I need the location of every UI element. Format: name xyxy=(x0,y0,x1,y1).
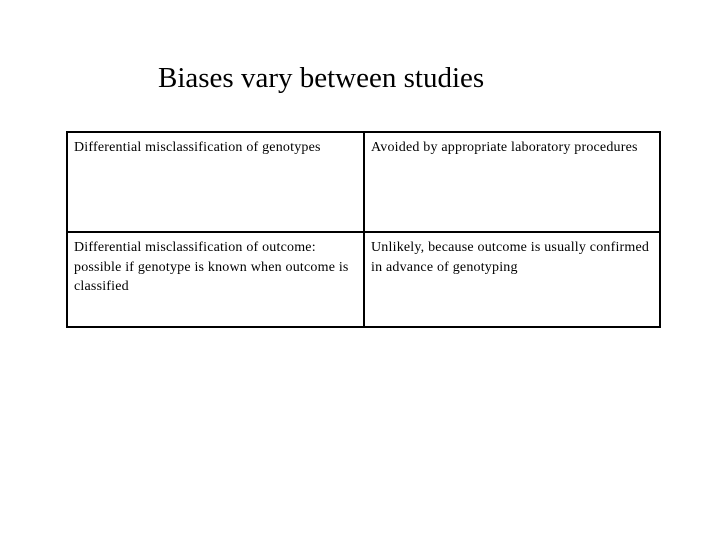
slide-title: Biases vary between studies xyxy=(158,62,485,94)
bias-table xyxy=(66,131,661,328)
table-row xyxy=(67,232,660,327)
bias-response-cell: Avoided by appropriate laboratory procedures xyxy=(364,132,660,232)
bias-issue-cell: Differential misclassification of outcome: possible if genotype is known when outcome is classified xyxy=(67,232,364,327)
bias-issue-cell: Differential misclassification of genotypes xyxy=(67,132,364,232)
table-row xyxy=(67,132,660,232)
bias-response-cell: Unlikely, because outcome is usually confirmed in advance of genotyping xyxy=(364,232,660,327)
